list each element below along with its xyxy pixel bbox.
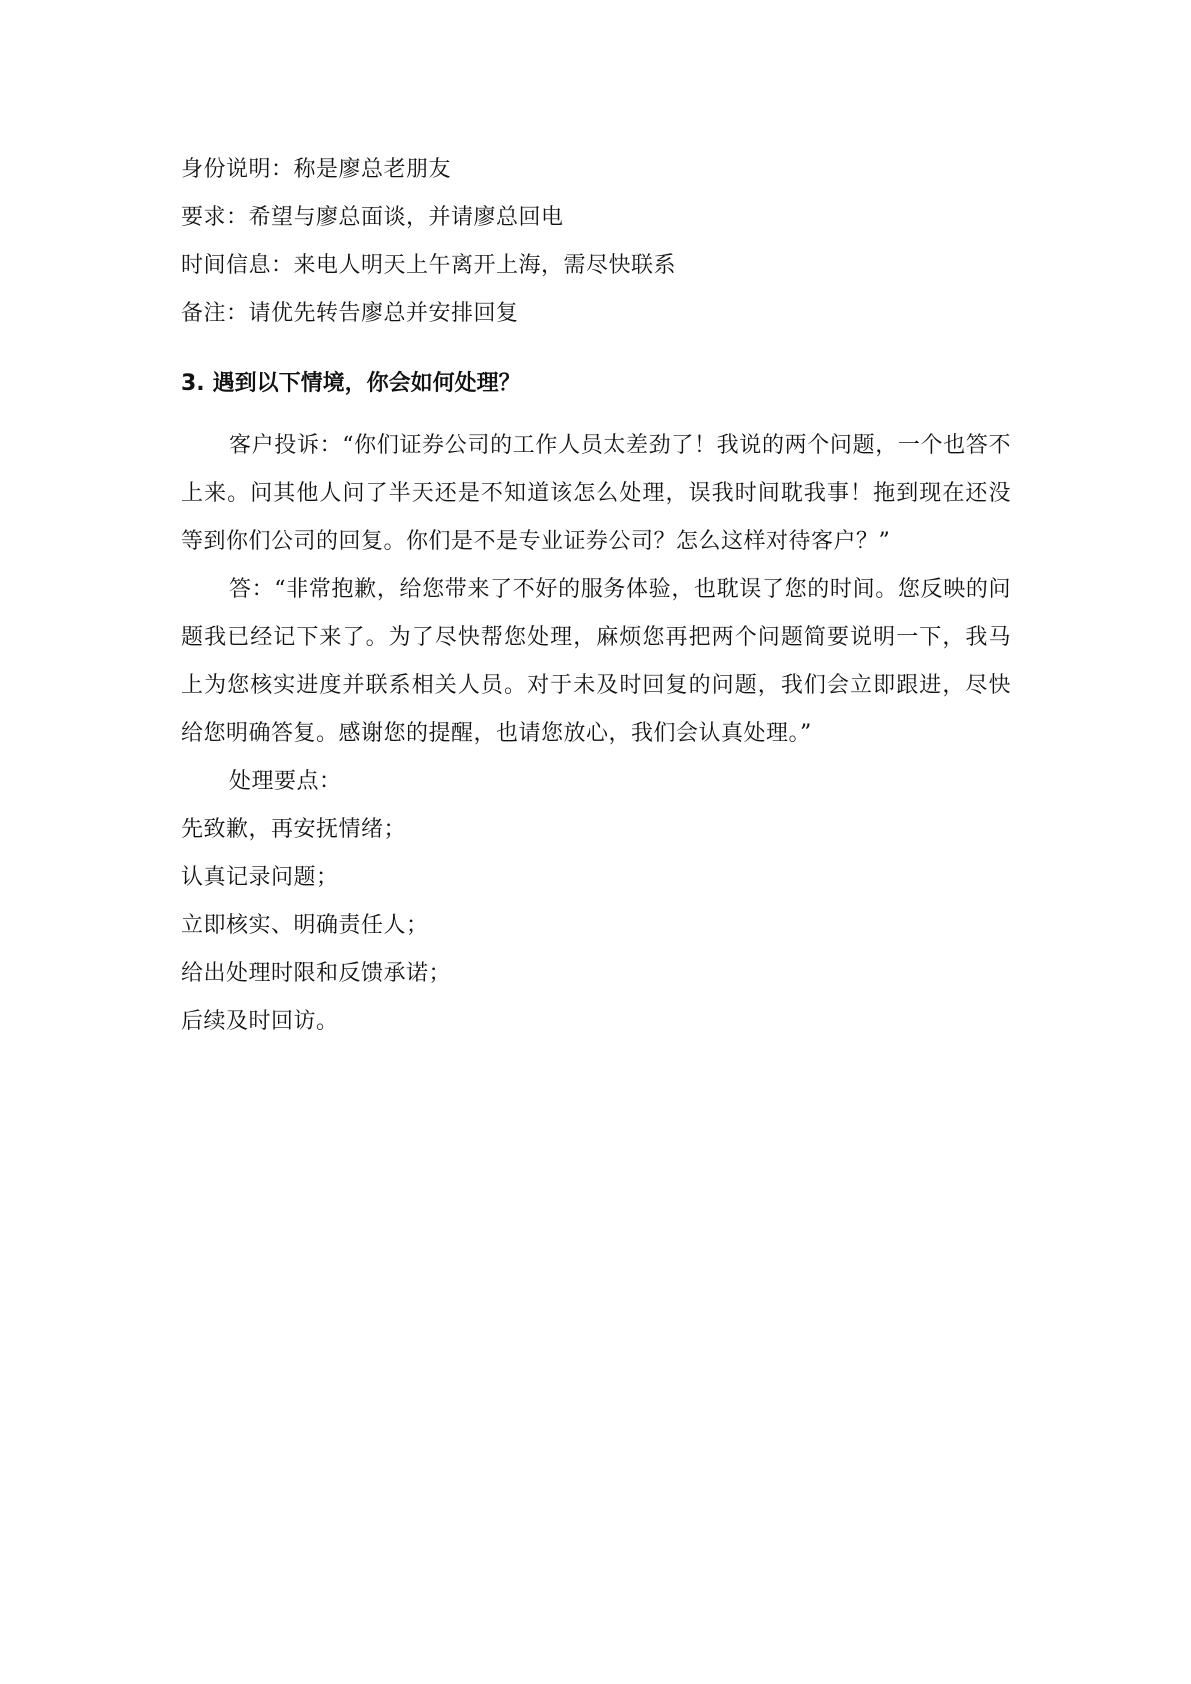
info-line-time: 时间信息：来电人明天上午离开上海，需尽快联系 [181,253,677,278]
section-number: 3. [181,371,205,396]
points-title: 处理要点： [229,769,342,794]
document-body [181,146,1011,1046]
answer-paragraph: 答：“非常抱歉，给您带来了不好的服务体验，也耽误了您的时间。您反映的问题我已经记下来了。为了尽快帮您处理，麻烦您再把两个问题简要说明一下，我马上为您核实进度并联系相关人员。对于未及时回复的问题，我们会立即跟进，尽快给您明确答复。感谢您的提醒，也请您放心，我们会认真处理。” [181,577,1011,746]
section-title: 遇到以下情境，你会如何处理？ [212,371,521,396]
info-line-note: 备注：请优先转告廖总并安排回复 [181,301,519,326]
info-line-identity: 身份说明：称是廖总老朋友 [181,157,452,182]
list-item: 先致歉，再安抚情绪； [181,817,407,842]
list-item: 认真记录问题； [181,865,339,890]
info-line-request: 要求：希望与廖总面谈，并请廖总回电 [181,205,564,230]
list-item: 立即核实、明确责任人； [181,913,429,938]
section-heading [181,360,1011,408]
complaint-paragraph: 客户投诉：“你们证券公司的工作人员太差劲了！我说的两个问题，一个也答不上来。问其他人问了半天还是不知道该怎么处理，误我时间耽我事！拖到现在还没等到你们公司的回复。你们是不是专业证券公司？怎么这样对待客户？” [181,433,1011,554]
list-item: 给出处理时限和反馈承诺； [181,961,452,986]
list-item: 后续及时回访。 [181,1009,339,1034]
